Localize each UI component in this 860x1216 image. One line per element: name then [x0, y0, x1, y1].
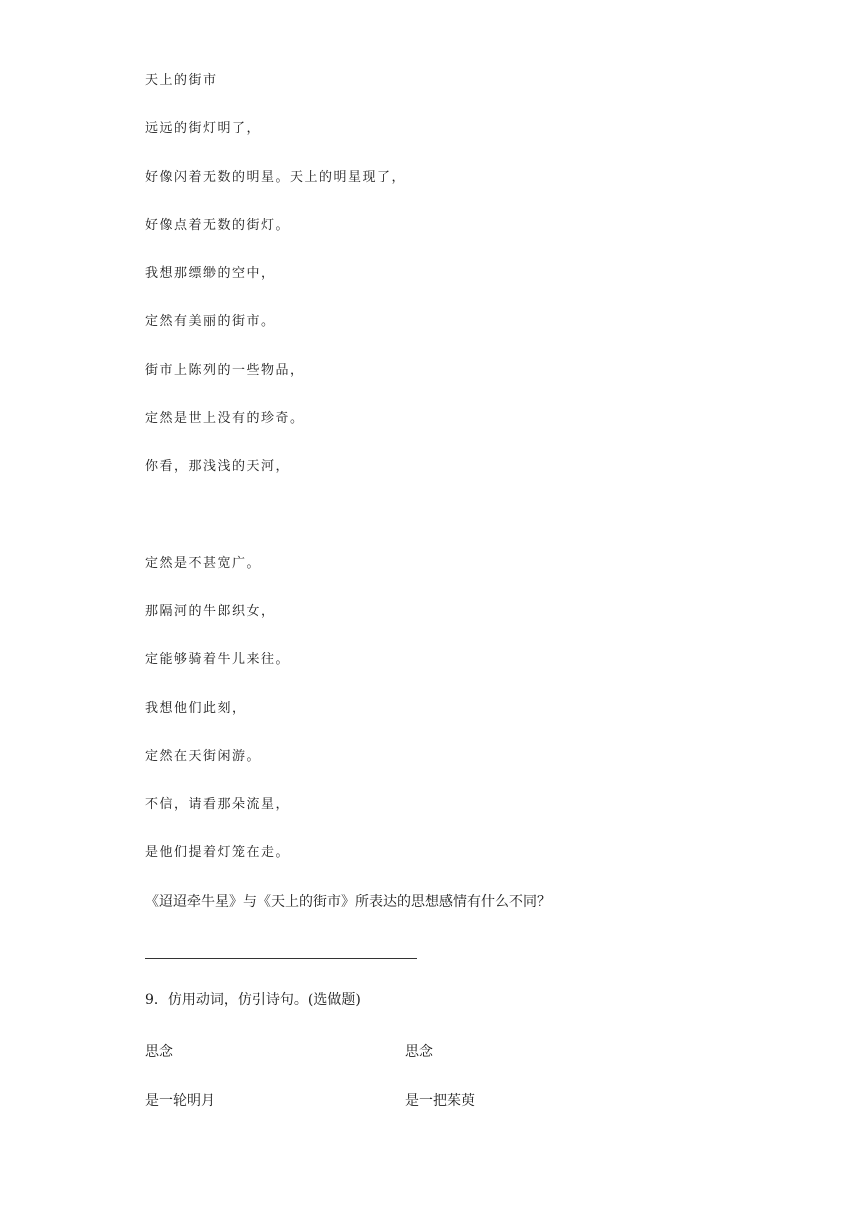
right-column-line: 是一把茱萸 — [405, 1093, 475, 1109]
poem-line: 定然有美丽的街市。 — [145, 314, 276, 329]
question-9-heading: 9．仿用动词，仿引诗句。(选做题) — [145, 992, 361, 1008]
right-column-line: 思念 — [405, 1044, 433, 1060]
left-column-line: 是一轮明月 — [145, 1093, 215, 1109]
poem-line: 不信，请看那朵流星， — [145, 797, 291, 812]
poem-line: 远远的街灯明了， — [145, 121, 262, 136]
question-8-text: 《迢迢牵牛星》与《天上的街市》所表达的思想感情有什么不同？ — [145, 894, 551, 910]
poem-line: 定能够骑着牛儿来往。 — [145, 652, 291, 667]
poem-line: 你看，那浅浅的天河， — [145, 459, 291, 474]
poem-line: 好像点着无数的街灯。 — [145, 218, 291, 233]
poem-line: 好像闪着无数的明星。天上的明星现了， — [145, 170, 407, 185]
answer-blank-line[interactable] — [145, 958, 417, 959]
poem-line: 我想他们此刻， — [145, 701, 247, 716]
left-column-line: 思念 — [145, 1044, 173, 1060]
poem-line: 我想那缥缈的空中， — [145, 266, 276, 281]
poem-line: 定然在天街闲游。 — [145, 749, 262, 764]
poem-line: 街市上陈列的一些物品， — [145, 363, 305, 378]
poem-title: 天上的街市 — [145, 73, 218, 88]
poem-line: 是他们提着灯笼在走。 — [145, 845, 291, 860]
poem-line: 那隔河的牛郎织女， — [145, 604, 276, 619]
poem-line: 定然是世上没有的珍奇。 — [145, 411, 305, 426]
poem-line: 定然是不甚宽广。 — [145, 556, 262, 571]
